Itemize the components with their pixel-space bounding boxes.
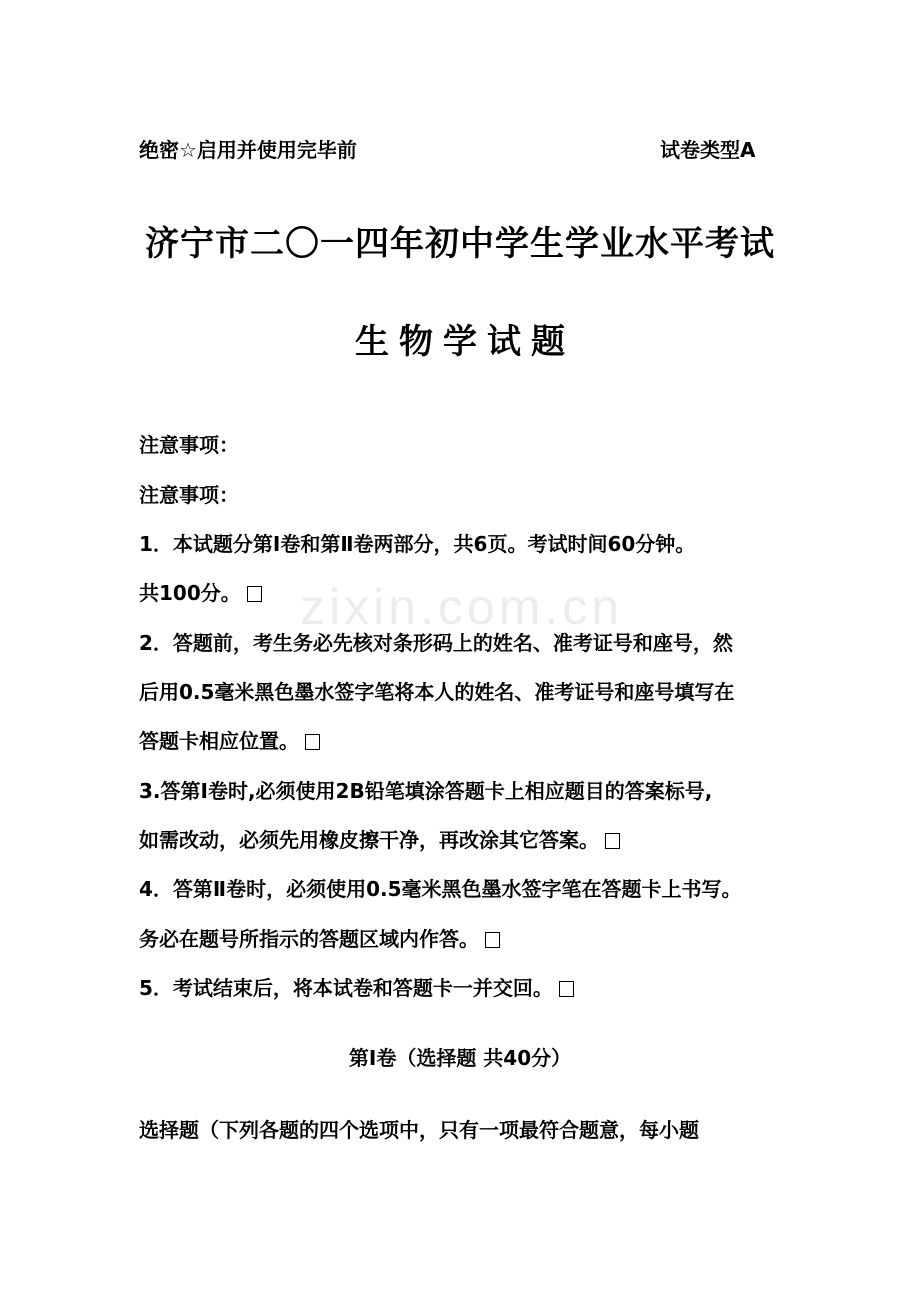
notice-item-2-text: 答题卡相应位置。	[139, 729, 299, 753]
confidential-label: 绝密☆启用并使用完毕前	[139, 138, 357, 162]
section-title: 第Ⅰ卷（选择题 共40分）	[348, 1046, 572, 1070]
notice-item-5-line-1	[139, 974, 789, 1002]
exam-subtitle: 生物学试题	[355, 322, 575, 362]
notice-item-4-line-1: 4．答第Ⅱ卷时，必须使用0.5毫米黑色墨水签字笔在答题卡上书写。	[139, 877, 742, 901]
notice-item-3-text: 如需改动，必须先用橡皮擦干净，再改涂其它答案。	[139, 828, 599, 852]
notice-item-1-line-1: 1．本试题分第Ⅰ卷和第Ⅱ卷两部分，共6页。考试时间60分钟。	[139, 532, 696, 556]
notice-item-5-text: 5．考试结束后，将本试卷和答题卡一并交回。	[139, 976, 553, 1000]
checkbox-square-icon	[305, 734, 320, 750]
checkbox-square-icon	[247, 586, 262, 602]
notice-item-4-text: 务必在题号所指示的答题区域内作答。	[139, 927, 479, 951]
notice-item-3-line-2	[139, 826, 789, 854]
notice-item-2-line-1: 2．答题前，考生务必先核对条形码上的姓名、准考证号和座号，然	[139, 631, 733, 655]
notice-item-2-line-3	[139, 727, 789, 755]
checkbox-square-icon	[559, 981, 574, 997]
notice-item-4-line-2	[139, 925, 789, 953]
checkbox-square-icon	[605, 833, 620, 849]
watermark: zixin.com.cn	[300, 579, 624, 635]
notice-item-3-line-1: 3.答第Ⅰ卷时,必须使用2B铅笔填涂答题卡上相应题目的答案标号,	[139, 779, 713, 803]
notice-heading-repeat: 注意事项：	[139, 483, 239, 507]
notice-item-2-line-2: 后用0.5毫米黑色墨水签字笔将本人的姓名、准考证号和座号填写在	[139, 680, 735, 704]
exam-title: 济宁市二〇一四年初中学生学业水平考试	[145, 224, 775, 264]
section-intro: 选择题（下列各题的四个选项中，只有一项最符合题意，每小题	[139, 1118, 699, 1142]
notice-item-1-line-2	[139, 579, 789, 607]
paper-type-label: 试卷类型A	[660, 138, 756, 162]
checkbox-square-icon	[485, 932, 500, 948]
notice-item-1-text: 共100分。	[139, 581, 241, 605]
notice-heading: 注意事项：	[139, 433, 239, 457]
